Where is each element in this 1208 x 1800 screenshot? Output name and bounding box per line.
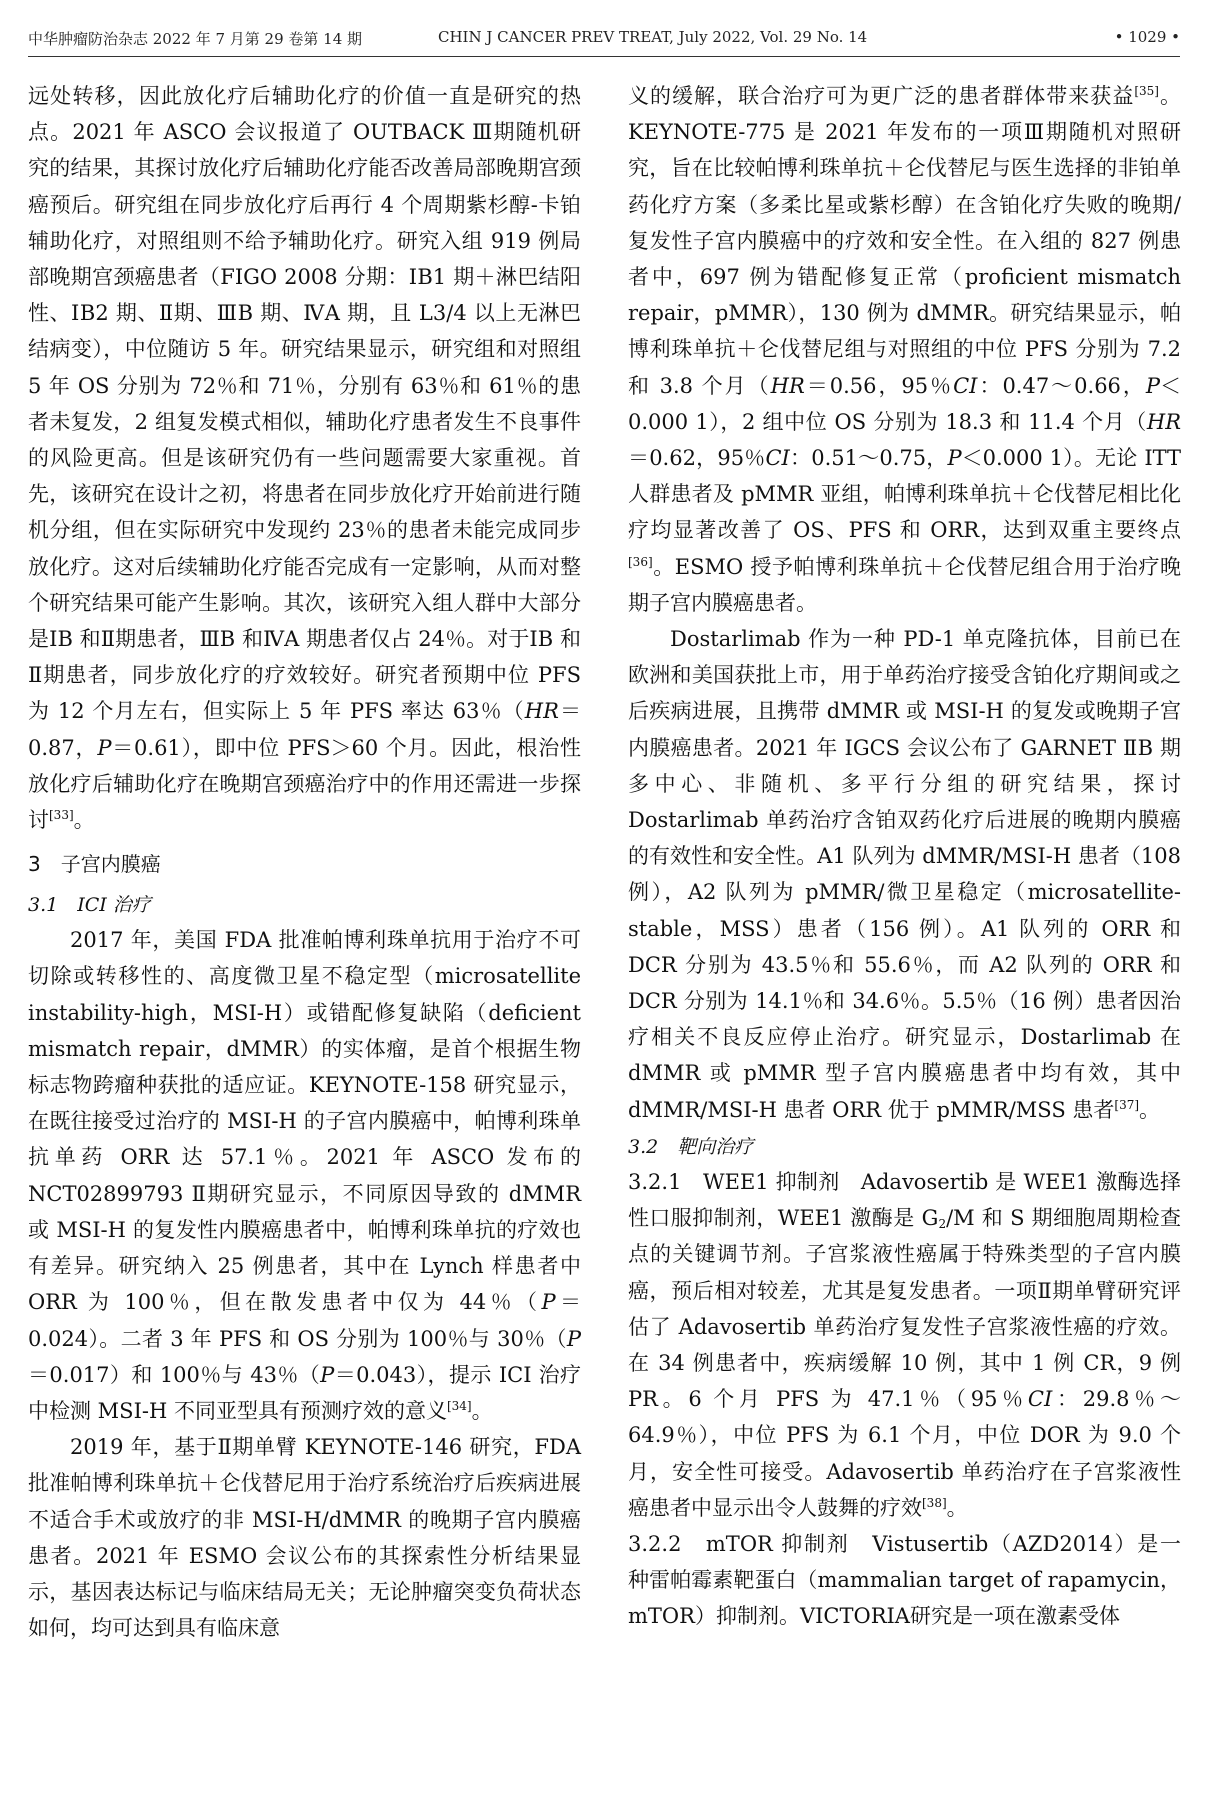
header-journal-en: CHIN J CANCER PREV TREAT, July 2022, Vol. 29 No. 14: [438, 28, 868, 46]
subsection-heading-3-2-1: 3.2.1 WEE1 抑制剂: [628, 1169, 840, 1194]
paragraph-ici-2017: 2017 年，美国 FDA 批准帕博利珠单抗用于治疗不可切除或转移性的、高度微卫星不稳定型（microsatellite instability-high，MSI-H）或错配修复缺陷（deficient mismatch repair，dMMR）的实体瘤，是首个根据生物标志物跨瘤种获批的适应证。KEYNOTE-158 研究显示，在既往接受过治疗的 MSI-H 的子宫内膜癌中，帕博利珠单抗单药 ORR 达 57.1％。2021 年 ASCO 发布的 NCT02899793 Ⅱ期研究显示，不同原因导致的 dMMR 或 MSI-H 的复发性内膜癌患者中，帕博利珠单抗的疗效也有差异。研究纳入 25 例患者，其中在 Lynch 样患者中 ORR 为 100％，但在散发患者中仅为 44％（P＝0.024）。二者 3 年 PFS 和 OS 分别为 100％与 30％（P＝0.017）和 100％与 43％（P＝0.043），提示 ICI 治疗中检测 MSI-H 不同亚型具有预测疗效的意义[34]。: [28, 928, 582, 1423]
left-column: [28, 78, 581, 1646]
section-heading-3: 3 子宫内膜癌: [28, 852, 161, 877]
citation-34: [34]: [446, 1398, 472, 1413]
paragraph-keynote-775: 义的缓解，联合治疗可为更广泛的患者群体带来获益[35]。KEYNOTE-775 是 2021 年发布的一项Ⅲ期随机对照研究，旨在比较帕博利珠单抗＋仑伐替尼与医生选择的非铂单药化疗方案（多柔比星或紫杉醇）在含铂化疗失败的晚期/复发性子宫内膜癌中的疗效和安全性。在入组的 827 例患者中，697 例为错配修复正常（proficient mismatch repair，pMMR），130 例为 dMMR。研究结果显示，帕博利珠单抗＋仑伐替尼组与对照组的中位 PFS 分别为 7.2 和 3.8 个月（HR＝0.56，95％CI：0.47～0.66，P＜0.000 1），2 组中位 OS 分别为 18.3 和 11.4 个月（HR＝0.62，95％CI：0.51～0.75，P＜0.000 1）。无论 ITT 人群患者及 pMMR 亚组，帕博利珠单抗＋仑伐替尼相比化疗均显著改善了 OS、PFS 和 ORR，达到双重主要终点[36]。ESMO 授予帕博利珠单抗＋仑伐替尼组合用于治疗晚期子宫内膜癌患者。: [628, 84, 1182, 615]
citation-35: [35]: [1134, 84, 1159, 98]
paragraph-outback: 远处转移，因此放化疗后辅助化疗的价值一直是研究的热点。2021 年 ASCO 会议报道了 OUTBACK Ⅲ期随机研究的结果，其探讨放化疗后辅助化疗能否改善局部晚期宫颈癌预后。研究组在同步放化疗后再行 4 个周期紫杉醇-卡铂辅助化疗，对照组则不给予辅助化疗。研究入组 919 例局部晚期宫颈癌患者（FIGO 2008 分期：ⅠB1 期＋淋巴结阳性、ⅠB2 期、Ⅱ期、ⅢB 期、ⅣA 期，且 L3/4 以上无淋巴结病变），中位随访 5 年。研究结果显示，研究组和对照组 5 年 OS 分别为 72％和 71％，分别有 63％和 61％的患者未复发，2 组复发模式相似，辅助化疗患者发生不良事件的风险更高。但是该研究仍有一些问题需要大家重视。首先，该研究在设计之初，将患者在同步放化疗开始前进行随机分组，但在实际研究中发现约 23％的患者未能完成同步放化疗。这对后续辅助化疗能否完成有一定影响，从而对整个研究结果可能产生影响。其次，该研究入组人群中大部分是ⅠB 和Ⅱ期患者，ⅢB 和ⅣA 期患者仅占 24％。对于ⅠB 和Ⅱ期患者，同步放化疗的疗效较好。研究者预期中位 PFS 为 12 个月左右，但实际上 5 年 PFS 率达 63％（HR＝0.87，P＝0.61），即中位 PFS＞60 个月。因此，根治性放化疗后辅助化疗在晚期宫颈癌治疗中的作用还需进一步探讨[33]。: [28, 84, 581, 833]
right-column: [628, 78, 1181, 1635]
citation-33: [33]: [49, 808, 74, 823]
paragraph-dostarlimab: Dostarlimab 作为一种 PD-1 单克隆抗体，目前已在欧洲和美国获批上市，用于单药治疗接受含铂化疗期间或之后疾病进展，且携带 dMMR 或 MSI-H 的复发或晚期子宫内膜癌患者。2021 年 IGCS 会议公布了 GARNET ⅡB 期多中心、非随机、多平行分组的研究结果，探讨 Dostarlimab 单药治疗含铂双药化疗后进展的晚期内膜癌的有效性和安全性。A1 队列为 dMMR/MSI-H 患者（108 例），A2 队列为 pMMR/微卫星稳定（microsatellite-stable，MSS）患者（156 例）。A1 队列的 ORR 和 DCR 分别为 43.5％和 55.6％，而 A2 队列的 ORR 和 DCR 分别为 14.1％和 34.6％。5.5％（16 例）患者因治疗相关不良反应停止治疗。研究显示，Dostarlimab 在 dMMR 或 pMMR 型子宫内膜癌患者中均有效，其中 dMMR/MSI-H 患者 ORR 优于 pMMR/MSS 患者[37]。: [628, 627, 1181, 1122]
subsection-heading-3-1: 3.1 ICI 治疗: [28, 894, 151, 917]
paragraph-mtor: 3.2.2 mTOR 抑制剂 Vistusertib（AZD2014）是一种雷帕霉素靶蛋白（mammalian target of rapamycin，mTOR）抑制剂。VICTORIA研究是一项在激素受体: [628, 1531, 1181, 1629]
header-rule: [28, 56, 1180, 57]
citation-38: [38]: [922, 1495, 947, 1510]
paragraph-wee1: 3.2.1 WEE1 抑制剂 Adavosertib 是 WEE1 激酶选择性口服抑制剂，WEE1 激酶是 $G_2/M$ 和 S 期细胞周期检查点的关键调节剂。子宫浆液性癌属于特殊类型的子宫内膜癌，预后相对较差，尤其是复发患者。一项Ⅱ期单臂研究评估了 Adavosertib 单药治疗复发性子宫浆液性癌的疗效。在 34 例患者中，疾病缓解 10 例，其中 1 例 CR，9 例 PR。6 个月 PFS 为 47.1％（95％CI：29.8％～64.9％），中位 PFS 为 6.1 个月，中位 DOR 为 9.0 个月，安全性可接受。Adavosertib 单药治疗在子宫浆液性癌患者中显示出令人鼓舞的疗效[38]。: [628, 1169, 1182, 1520]
subsection-heading-3-2: 3.2 靶向治疗: [628, 1135, 754, 1158]
citation-37: [37]: [1114, 1097, 1140, 1112]
citation-36: [36]: [628, 554, 653, 569]
paragraph-keynote-146: 2019 年，基于Ⅱ期单臂 KEYNOTE-146 研究，FDA 批准帕博利珠单抗＋仑伐替尼用于治疗系统治疗后疾病进展不适合手术或放疗的非 MSI-H/dMMR 的晚期子宫内膜癌患者。2021 年 ESMO 会议公布的其探索性分析结果显示，基因表达标记与临床结局无关；无论肿瘤突变负荷状态如何，均可达到具有临床意: [28, 1435, 581, 1641]
header-page-number: • 1029 •: [1114, 28, 1180, 46]
header-journal-cn: 中华肿瘤防治杂志 2022 年 7 月第 29 卷第 14 期: [28, 30, 363, 48]
subsection-heading-3-2-2: 3.2.2 mTOR 抑制剂: [628, 1531, 850, 1556]
running-header: [28, 22, 1180, 52]
